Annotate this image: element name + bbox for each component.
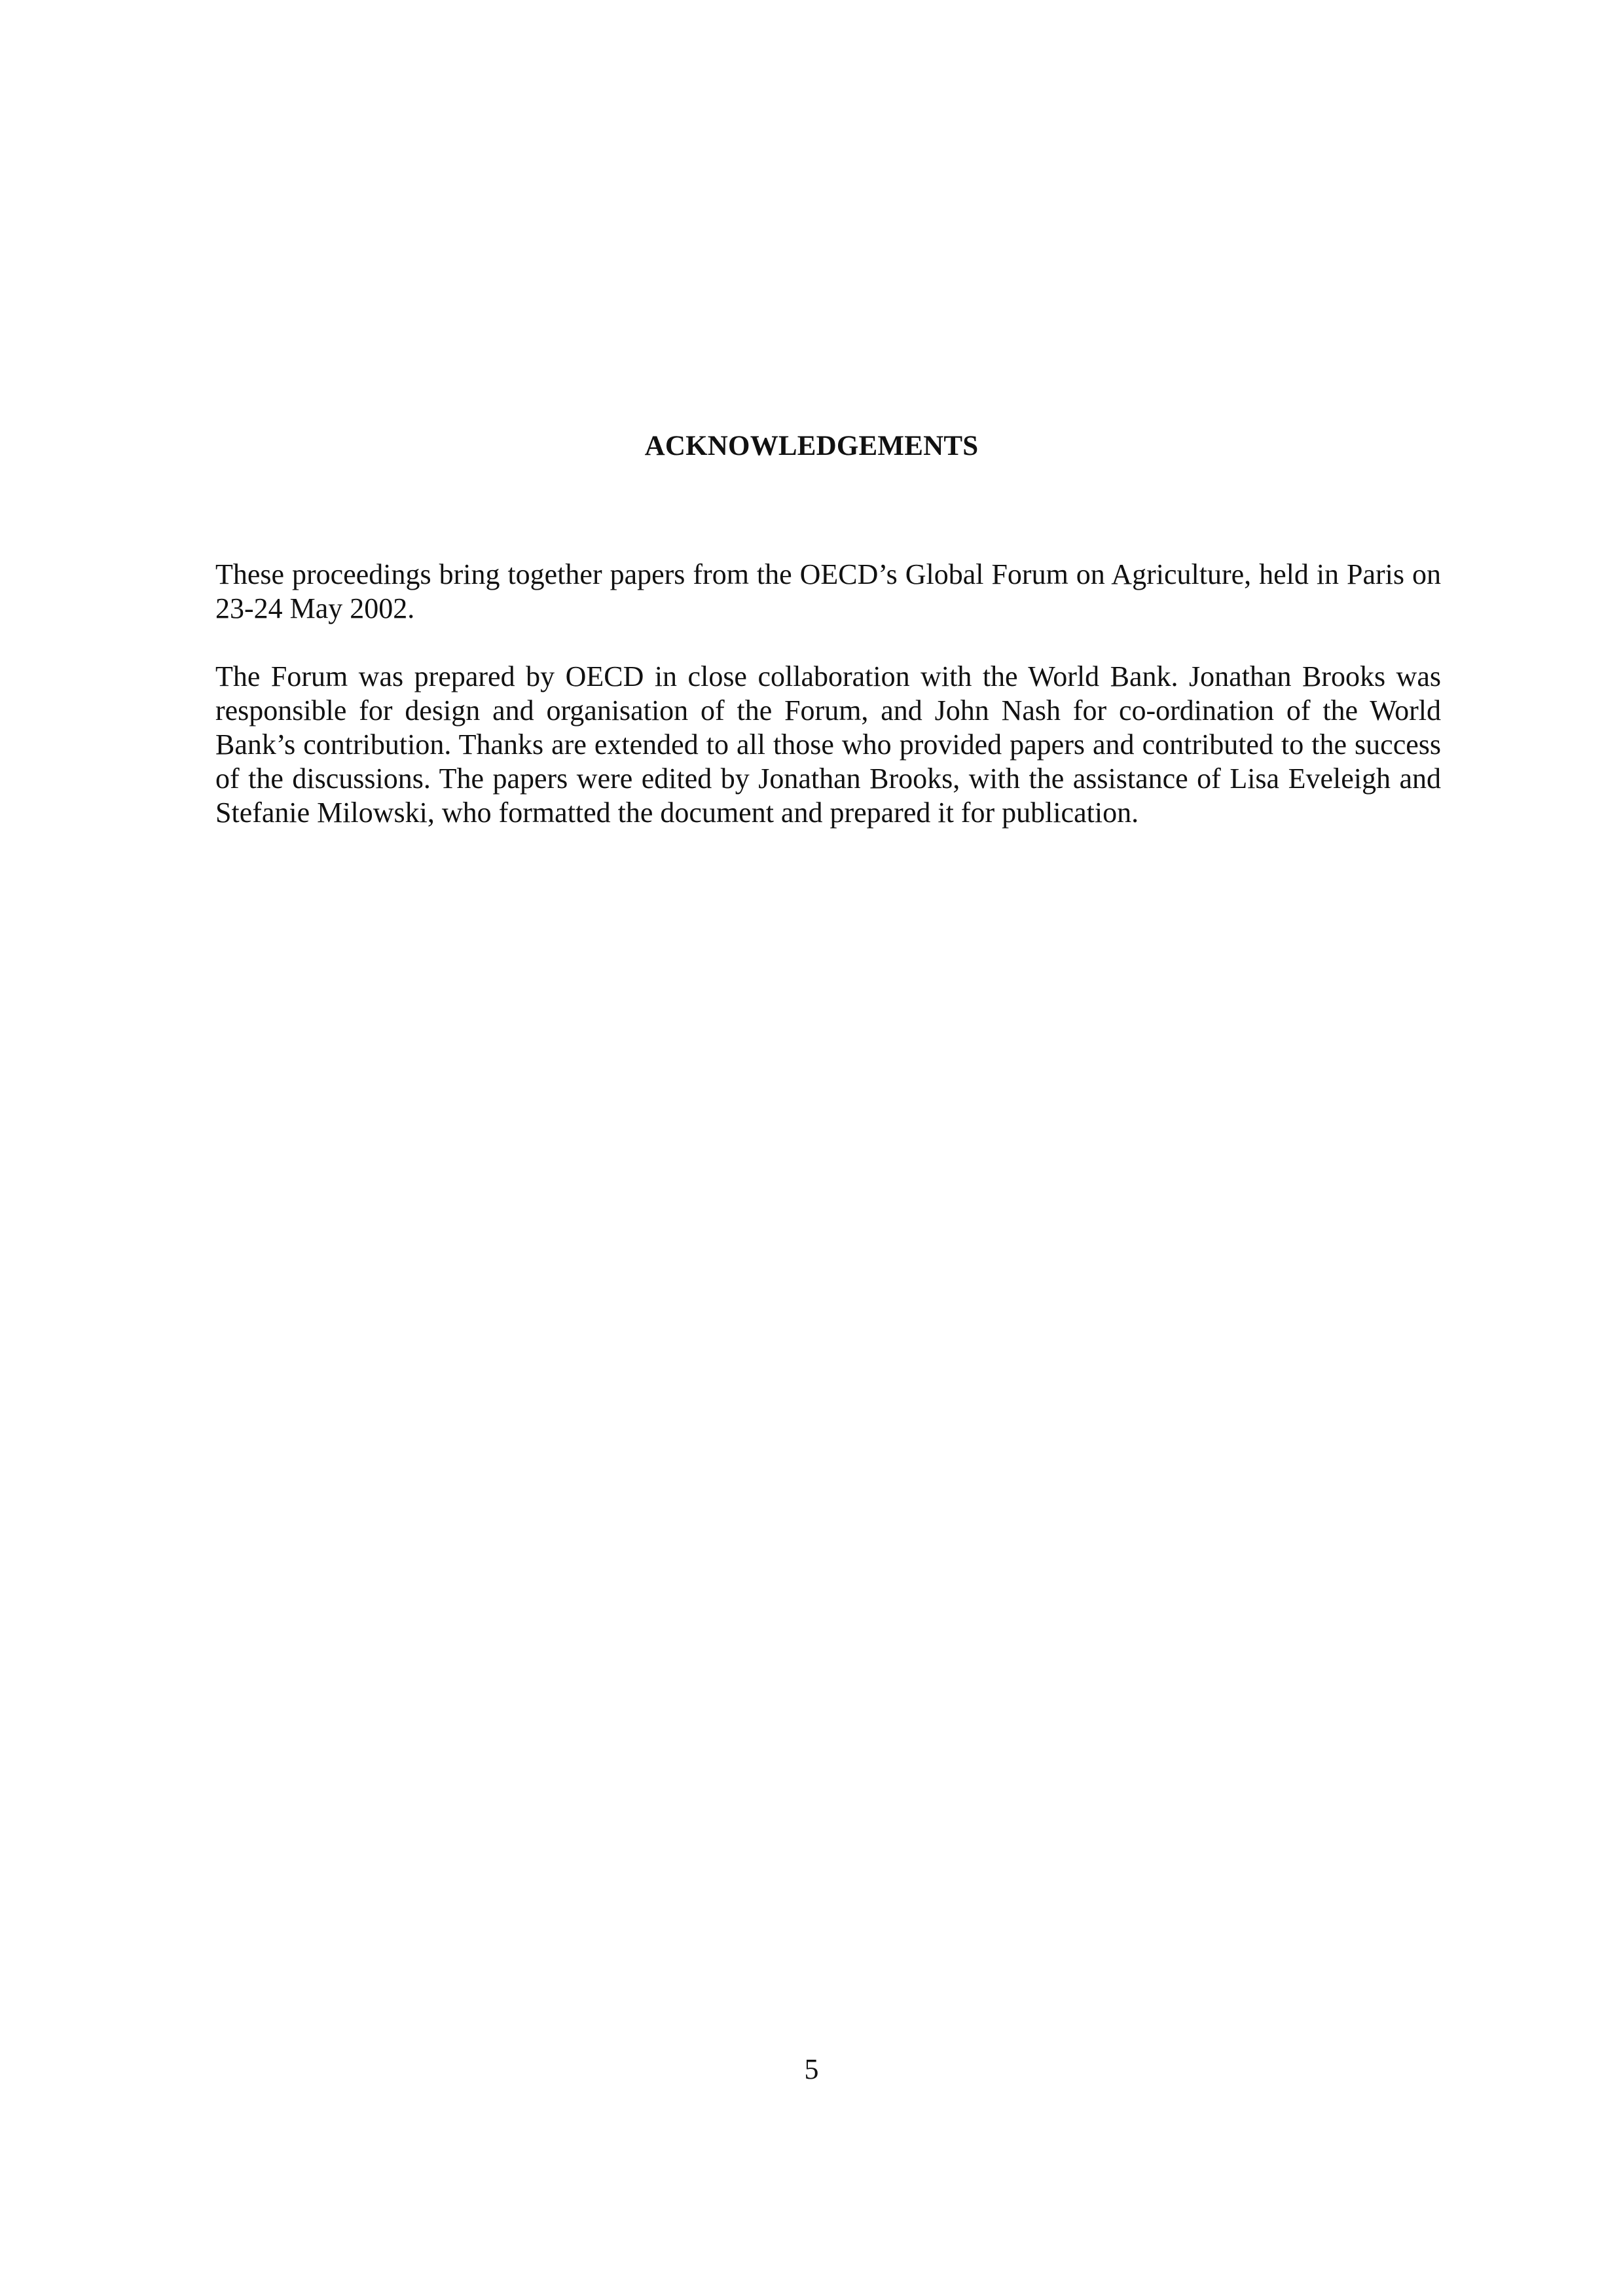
paragraph-proceedings: These proceedings bring together papers from the OECD’s Global Forum on Agriculture, held in Paris on 23-24 May 2002.	[215, 558, 1441, 624]
page-title: ACKNOWLEDGEMENTS	[644, 431, 979, 461]
page-number: 5	[804, 2053, 819, 2085]
paragraph-forum-preparation: The Forum was prepared by OECD in close collaboration with the World Bank. Jonathan Brooks was responsible for design and organisation of the Forum, and John Nash for co-ordination of the World Bank’s contribution. Thanks are extended to all those who provided papers and contributed to the success of the discussions. The papers were edited by Jonathan Brooks, with the assistance of Lisa Eveleigh and Stefanie Milowski, who formatted the document and prepared it for publication.	[215, 660, 1441, 829]
